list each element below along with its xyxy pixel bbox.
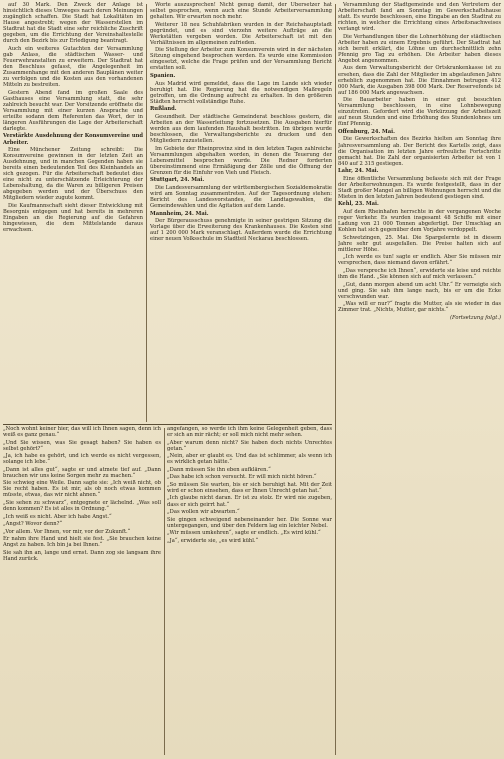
article-paragraph: „Ja“, erwiderte sie, „es wird kühl.“ (167, 537, 259, 544)
article-paragraph: „Ich werde es tun! sagte er endlich. Aber Sie müssen mir versprechen, dass niemand davon erfährt.“ (338, 254, 501, 267)
article-paragraph: Auf dem Rheinhafen herrschte in der vergangenen Woche reger Verkehr. Es wurden insgesamt 48 Schiffe mit einer Ladung von 21 000 Tonnen abgefertigt. Der Umschlag an Kohlen hat sich gegenüber dem Vorjahre verdoppelt. (338, 209, 501, 234)
article-paragraph: Gestern Abend fand im großen Saale des Gasthauses eine Versammlung statt, die sehr zahlreich besucht war. Der Vorsitzende eröffnete die Versammlung mit einer kurzen Ansprache und erteilte sodann dem Referenten das Wort, der in längeren Ausführungen die Lage der Arbeiterschaft darlegte. (3, 89, 143, 132)
article-paragraph: „So müssen Sie warten, bis er sich beruhigt hat. Mit der Zeit wird er schon einsehen, dass er Ihnen Unrecht getan hat.“ (167, 481, 332, 494)
article-heading: Offenburg, 24. Mai. (338, 128, 395, 135)
article-paragraph: Die Stellung der Arbeiter zum Konsumverein wird in der nächsten Sitzung eingehend besprochen werden. Es wurde eine Kommission eingesetzt, welche die Frage prüfen und der Versammlung Bericht erstatten soll. (150, 47, 332, 72)
article-heading: Stuttgart, 24. Mai. (150, 177, 205, 184)
article-paragraph: „Wir müssen umkehren“, sagte er endlich. „Es wird kühl.“ (167, 530, 321, 537)
article-paragraph: Die Gewerkschaften des Bezirks hielten am Sonntag ihre Jahresversammlung ab. Der Bericht des Kartells zeigt, dass die Organisation im letzten Jahre erfreuliche Fortschritte gemacht hat. Die Zahl der organisierten Arbeiter ist von 1 840 auf 2 315 gestiegen. (338, 136, 501, 167)
article-paragraph: Weiterer 18 neu Schuhfabriken wurden in der Reichshauptstadt gegründet, und es sind vierzehn weitere Aufträge an die Werkstätten vergeben worden. Die Arbeiterschaft ist mit den Verhältnissen im allgemeinen zufrieden. (150, 21, 332, 46)
article-paragraph: Gesundheit. Der städtische Gemeinderat beschloss gestern, die Arbeiten an der Wasserleitung fortzusetzen. Die Ausgaben hierfür werden aus dem laufenden Haushalt bestritten. Im übrigen wurde beschlossen, die Verwaltungsberichte zu drucken und den Mitgliedern zuzustellen. (150, 113, 332, 144)
article-paragraph: Versammlung der Stadtgemeinde und den Vertretern der Arbeiterschaft fand am Sonntag im Gewerkschaftshause statt. Es wurde beschlossen, eine Eingabe an den Stadtrat zu richten, in welcher die Errichtung eines Arbeitsnachweises verlangt wird. (338, 2, 501, 33)
article-paragraph: „Das habe ich schon versucht. Er will mich nicht hören.“ (167, 474, 317, 481)
article-paragraph: „Vor allem. Vor Ihnen, vor mir, vor der Zukunft.“ (3, 528, 131, 535)
article-paragraph: Er nahm ihre Hand und hielt sie fest. „Sie brauchen keine Angst zu haben. Ich bin ja bei Ihnen.“ (3, 536, 161, 549)
article-heading: Verstärkte Ausdehnung der Konsumvereine und Arbeiter. (3, 133, 143, 146)
article-paragraph: „Ich glaube nicht daran. Er ist zu stolz. Er wird nie zugeben, dass er sich geirrt hat.“ (167, 495, 332, 508)
column-divider (335, 4, 336, 755)
article-paragraph: „Ja, ich habe es gehört, und ich werde es nicht vergessen, solange ich lebe.“ (3, 453, 161, 466)
article-paragraph: „Ich weiß es nicht. Aber ich habe Angst.“ (3, 513, 112, 520)
article-heading: Mannheim, 24. Mai. (150, 210, 209, 217)
article-paragraph: Im Gebiete der Rheinprovinz sind in den letzten Tagen zahlreiche Versammlungen abgehalten worden, in denen die Teuerung der Lebensmittel besprochen wurde. Die Redner forderten übereinstimmend eine Ermäßigung der Zölle und die Öffnung der Grenzen für die Einfuhr von Vieh und Fleisch. (150, 145, 332, 176)
column-divider (164, 428, 165, 755)
article-paragraph: „Gut, dann morgen abend um acht Uhr.“ Er verneigte sich und ging. Sie sah ihm lange nach, bis er um die Ecke verschwunden war. (338, 281, 501, 300)
article-paragraph: „Und Sie wissen, was Sie gesagt haben? Sie haben es selbst gehört?“ (3, 439, 161, 452)
article-paragraph: auf 30 Mark. Den Zweck der Anlage ist hinsichtlich dieses Umweges nach deren Meinungen zugänglich schaffen. Die Stadt hat Lokalitäten im Hause angestrebt; wegen der Wasserstellen im Stadtrat hat die Stadt eine sehr reichliche Zuschrift gegeben, um die Errichtung der Vereinshaltestelle durch den Bezirk bis zur Erledigung beantragt. (3, 2, 143, 45)
article-heading: Lahr, 24. Mai. (338, 168, 379, 175)
feuilleton-rule (3, 424, 332, 425)
article-paragraph: Schwetzingen, 25. Mai. Die Spargelernte ist in diesem Jahre sehr gut ausgefallen. Die Preise halten sich auf mittlerer Höhe. (338, 234, 501, 253)
article-paragraph: „Aber warum denn nicht? Sie haben doch nichts Unrechtes getan.“ (167, 439, 332, 452)
article-heading: Rußland. (150, 106, 177, 113)
article-paragraph: angefangen, so werde ich ihm keine Gelegenheit geben, dass er sich an mir rächt; er soll mich nicht mehr sehen. (167, 426, 332, 439)
article-paragraph: Die Kaufmannschaft sieht dieser Entwicklung mit Besorgnis entgegen und hat bereits in mehreren Eingaben an die Regierung auf die Gefahren hingewiesen, die dem Mittelstande daraus erwachsen. (3, 203, 143, 234)
article-heading: Spanien. (150, 73, 176, 80)
article-paragraph: Die Verhandlungen über die Lohnerhöhung der städtischen Arbeiter haben zu einem Ergebnis geführt. Der Stadtrat hat sich bereit erklärt, die Löhne um durchschnittlich zehn Pfennig pro Tag zu erhöhen. Die Arbeiter haben dieses Angebot angenommen. (338, 33, 501, 64)
article-paragraph: „Dann ist alles gut“, sagte er und atmete tief auf. „Dann brauchen wir uns keine Sorgen mehr zu machen.“ (3, 466, 161, 479)
article-paragraph: „Das wollen wir abwarten.“ (167, 509, 240, 516)
article-paragraph: Sie schwieg eine Weile. Dann sagte sie: „Ich weiß nicht, ob Sie recht haben. Es ist mir, als ob noch etwas kommen müsste, etwas, das wir nicht ahnen.“ (3, 480, 161, 499)
article-paragraph: Aus dem Verwaltungsbericht der Ortskrankenkasse ist zu ersehen, dass die Zahl der Mitglieder im abgelaufenen Jahre erheblich zugenommen hat. Die Einnahmen betrugen 412 000 Mark, die Ausgaben 398 000 Mark. Der Reservefonds ist auf 186 000 Mark angewachsen. (338, 65, 501, 96)
column-divider (146, 4, 147, 422)
article-paragraph: „Dann müssen Sie ihn eben aufklären.“ (167, 466, 271, 473)
continuation-note: (Fortsetzung folgt.) (449, 314, 501, 321)
feuilleton-column-1 (3, 426, 161, 757)
article-paragraph: Worte auszusprechen! Nicht genug damit, der Übersetzer hat selbst gesprochen, wenn auch eine Stunde Arbeiterversammlung gehalten. Wir erwarten noch mehr. (150, 2, 332, 21)
article-paragraph: „Sie sehen zu schwarz“, entgegnete er lächelnd. „Was soll denn kommen? Es ist alles in Ordnung.“ (3, 500, 161, 513)
article-paragraph: Der Bürgerausschuss genehmigte in seiner gestrigen Sitzung die Vorlage über die Erweiterung des Krankenhauses. Die Kosten sind auf 1 200 000 Mark veranschlagt. Außerdem wurde die Errichtung einer neuen Volksschule im Stadtteil Neckarau beschlossen. (150, 218, 332, 243)
article-paragraph: Sie sah ihn an, lange und ernst. Dann zog sie langsam ihre Hand zurück. (3, 549, 161, 562)
article-paragraph: „Nein, aber er glaubt es. Und das ist schlimmer, als wenn ich es wirklich getan hätte.“ (167, 453, 332, 466)
article-paragraph: „Was will er nur?“ fragte die Mutter, als sie wieder in das Zimmer trat. „Nichts, Mutter, gar nichts.“ (338, 301, 501, 314)
article-paragraph: „Noch wohnt keiner hier, das will ich Ihnen sagen, denn ich weiß es ganz genau.“ (3, 426, 161, 439)
article-paragraph: Aus Madrid wird gemeldet, dass die Lage im Lande sich wieder beruhigt hat. Die Regierung hat die notwendigen Maßregeln getroffen, um die Ordnung aufrecht zu erhalten. In den größeren Städten herrscht vollständige Ruhe. (150, 80, 332, 105)
article-paragraph: Die Bauarbeiter haben in einer gut besuchten Versammlung beschlossen, in eine Lohnbewegung einzutreten. Gefordert wird die Verkürzung der Arbeitszeit auf neun Stunden und eine Erhöhung des Stundenlohnes um fünf Pfennig. (338, 97, 501, 128)
column-2 (150, 2, 332, 424)
column-3 (338, 2, 501, 757)
article-paragraph: Die Landesversammlung der württembergischen Sozialdemokratie wird am Sonntag zusammentreten. Auf der Tagesordnung stehen: Bericht des Landesvorstandes, die Landtagswahlen, die Gemeindewahlen und die Agitation auf dem Lande. (150, 184, 332, 209)
article-paragraph: „Das verspreche ich Ihnen“, erwiderte sie leise und reichte ihm die Hand. „Sie können sich auf mich verlassen.“ (338, 267, 501, 280)
column-1 (3, 2, 143, 424)
feuilleton-column-2 (167, 426, 332, 757)
article-paragraph: Auch ein weiteres Gutachten der Versammlung gab Anlass, die städtischen Wasser- und Feuerwehranstalten zu erweitern. Der Stadtrat hat den Beschluss gefasst, die Angelegenheit im Zusammenhange mit den anderen Bauplänen weiter zu verfolgen und die Kosten aus den vorhandenen Mitteln zu bestreiten. (3, 45, 143, 89)
article-paragraph: Eine öffentliche Versammlung befasste sich mit der Frage der Arbeiterwohnungen. Es wurde festgestellt, dass in der Stadt großer Mangel an billigen Wohnungen herrscht und die Mieten in den letzten Jahren bedeutend gestiegen sind. (338, 175, 501, 200)
article-paragraph: Eine Münchener Zeitung schreibt: Die Konsumvereine gewinnen in der letzten Zeit an Ausdehnung, und in manchen Gegenden haben sie bereits einen bedeutenden Teil des Kleinhandels an sich gezogen. Für die Arbeiterschaft bedeutet dies eine nicht zu unterschätzende Erleichterung der Lebenshaltung, da die Waren zu billigeren Preisen abgegeben werden und der Überschuss den Mitgliedern wieder zugute kommt. (3, 147, 143, 202)
article-heading: Kehl, 23. Mai. (338, 201, 379, 208)
article-paragraph: Sie gingen schweigend nebeneinander her. Die Sonne war untergegangen, und über den Feldern lag ein leichter Nebel. (167, 516, 332, 529)
article-paragraph: „Angst? Wovor denn?“ (3, 521, 63, 528)
